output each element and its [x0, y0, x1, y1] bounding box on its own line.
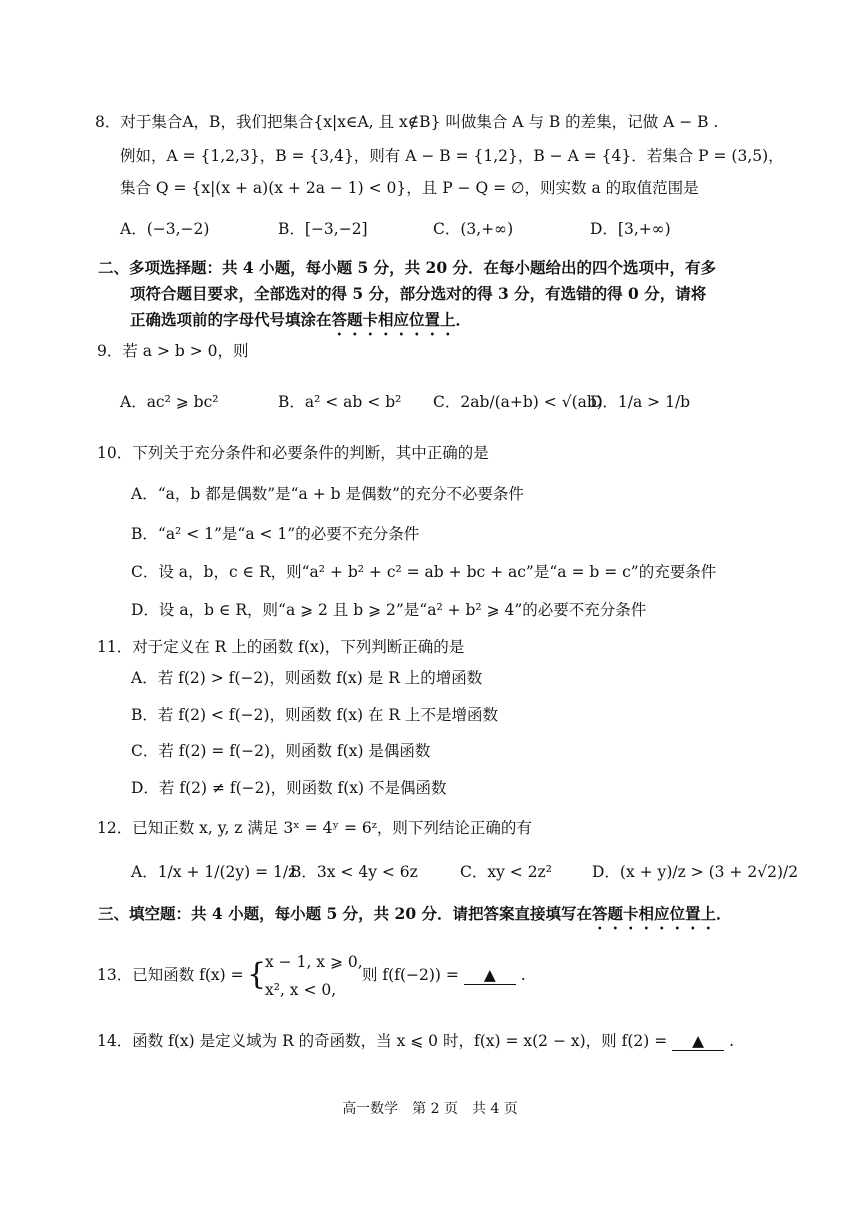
q9-option-c: C．2ab/(a+b) < √(ab)	[433, 393, 603, 411]
q8-line3: 集合 Q = {x|(x + a)(x + 2a − 1) < 0}，且 P − Q = ∅，则实数 a 的取值范围是	[120, 179, 699, 197]
section2-line3	[130, 310, 471, 339]
section3-suffix: ．	[716, 904, 732, 923]
q8-option-d: D．[3,+∞)	[590, 220, 671, 238]
section2-line2: 项符合题目要求，全部选对的得 5 分，部分选对的得 3 分，有选错的得 0 分，请将	[130, 284, 707, 303]
q13-case1: x − 1, x ⩾ 0,	[265, 953, 363, 971]
section2-line3-prefix: 正确选项前的字母代号填涂在	[130, 310, 332, 329]
q9-option-a: A．ac² ⩾ bc²	[120, 393, 219, 411]
section2-line1: 二、多项选择题：共 4 小题，每小题 5 分，共 20 分．在每小题给出的四个选项中，有多	[98, 258, 717, 277]
q13-suffix: 则 f(f(−2)) = ▲ .	[362, 966, 526, 984]
q12-stem: 12．已知正数 x, y, z 满足 3ˣ = 4ʸ = 6ᶻ，则下列结论正确的有	[97, 819, 532, 837]
q11-option-d: D．若 f(2) ≠ f(−2)，则函数 f(x) 不是偶函数	[131, 779, 447, 797]
section2-line3-suffix: ．	[455, 310, 472, 329]
q10-option-a: A．“a，b 都是偶数”是“a + b 是偶数”的充分不必要条件	[131, 485, 524, 503]
q8-line2: 例如，A = {1,2,3}，B = {3,4}，则有 A − B = {1,2}，B − A = {4}．若集合 P = (3,5)，	[120, 147, 784, 165]
q12-option-c: C．xy < 2z²	[460, 863, 552, 881]
q8-line1: 8．对于集合A，B，我们把集合{x|x∈A, 且 x∉B} 叫做集合 A 与 B 的差集，记做 A − B .	[95, 113, 719, 131]
section2-emphasis: 答题卡相应位置上	[331, 310, 456, 329]
q11-option-b: B．若 f(2) < f(−2)，则函数 f(x) 在 R 上不是增函数	[131, 706, 498, 724]
q12-option-d: D．(x + y)/z > (3 + 2√2)/2	[592, 863, 799, 881]
q10-stem: 10．下列关于充分条件和必要条件的判断，其中正确的是	[97, 444, 489, 462]
q11-option-a: A．若 f(2) > f(−2)，则函数 f(x) 是 R 上的增函数	[131, 669, 483, 687]
q13-question: 则 f(f(−2)) =	[362, 966, 459, 984]
q10-option-d: D．设 a，b ∈ R，则“a ⩾ 2 且 b ⩾ 2”是“a² + b² ⩾ 4”的必要不充分条件	[131, 601, 647, 619]
q8-option-a: A．(−3,−2)	[120, 220, 210, 238]
q14-answer-blank: ▲	[672, 1032, 724, 1051]
section3-heading	[98, 904, 732, 933]
q10-option-c: C．设 a，b，c ∈ R，则“a² + b² + c² = ab + bc + ac”是“a = b = c”的充要条件	[131, 563, 717, 581]
section3-prefix: 三、填空题：共 4 小题，每小题 5 分，共 20 分．请把答案直接填写在	[98, 904, 593, 923]
q8-option-b: B．[−3,−2]	[278, 220, 368, 238]
section3-emphasis: 答题卡相应位置上	[592, 904, 717, 923]
page-footer: 高一数学 第 2 页 共 4 页	[342, 1101, 518, 1117]
q8-option-c: C．(3,+∞)	[433, 220, 514, 238]
q12-option-a: A．1/x + 1/(2y) = 1/z	[131, 863, 297, 881]
q9-option-b: B．a² < ab < b²	[278, 393, 402, 411]
q13-answer-blank: ▲	[464, 966, 516, 985]
q13-prefix: 13．已知函数 f(x) =	[97, 966, 244, 984]
q14-question: 14．函数 f(x) 是定义域为 R 的奇函数，当 x ⩽ 0 时，f(x) = x(2 − x)，则 f(2) =	[97, 1032, 668, 1050]
q13-brace: {	[247, 957, 267, 992]
q11-option-c: C．若 f(2) = f(−2)，则函数 f(x) 是偶函数	[131, 742, 431, 760]
q12-option-b: B．3x < 4y < 6z	[290, 863, 418, 881]
q10-option-b: B．“a² < 1”是“a < 1”的必要不充分条件	[131, 525, 420, 543]
q11-stem: 11．对于定义在 R 上的函数 f(x)，下列判断正确的是	[97, 638, 465, 656]
q13-case2: x², x < 0,	[265, 981, 337, 999]
q9-stem: 9．若 a > b > 0，则	[97, 342, 249, 360]
q14-line: 14．函数 f(x) 是定义域为 R 的奇函数，当 x ⩽ 0 时，f(x) = x(2 − x)，则 f(2) = ▲ .	[97, 1032, 734, 1050]
q9-option-d: D．1/a > 1/b	[590, 393, 691, 411]
